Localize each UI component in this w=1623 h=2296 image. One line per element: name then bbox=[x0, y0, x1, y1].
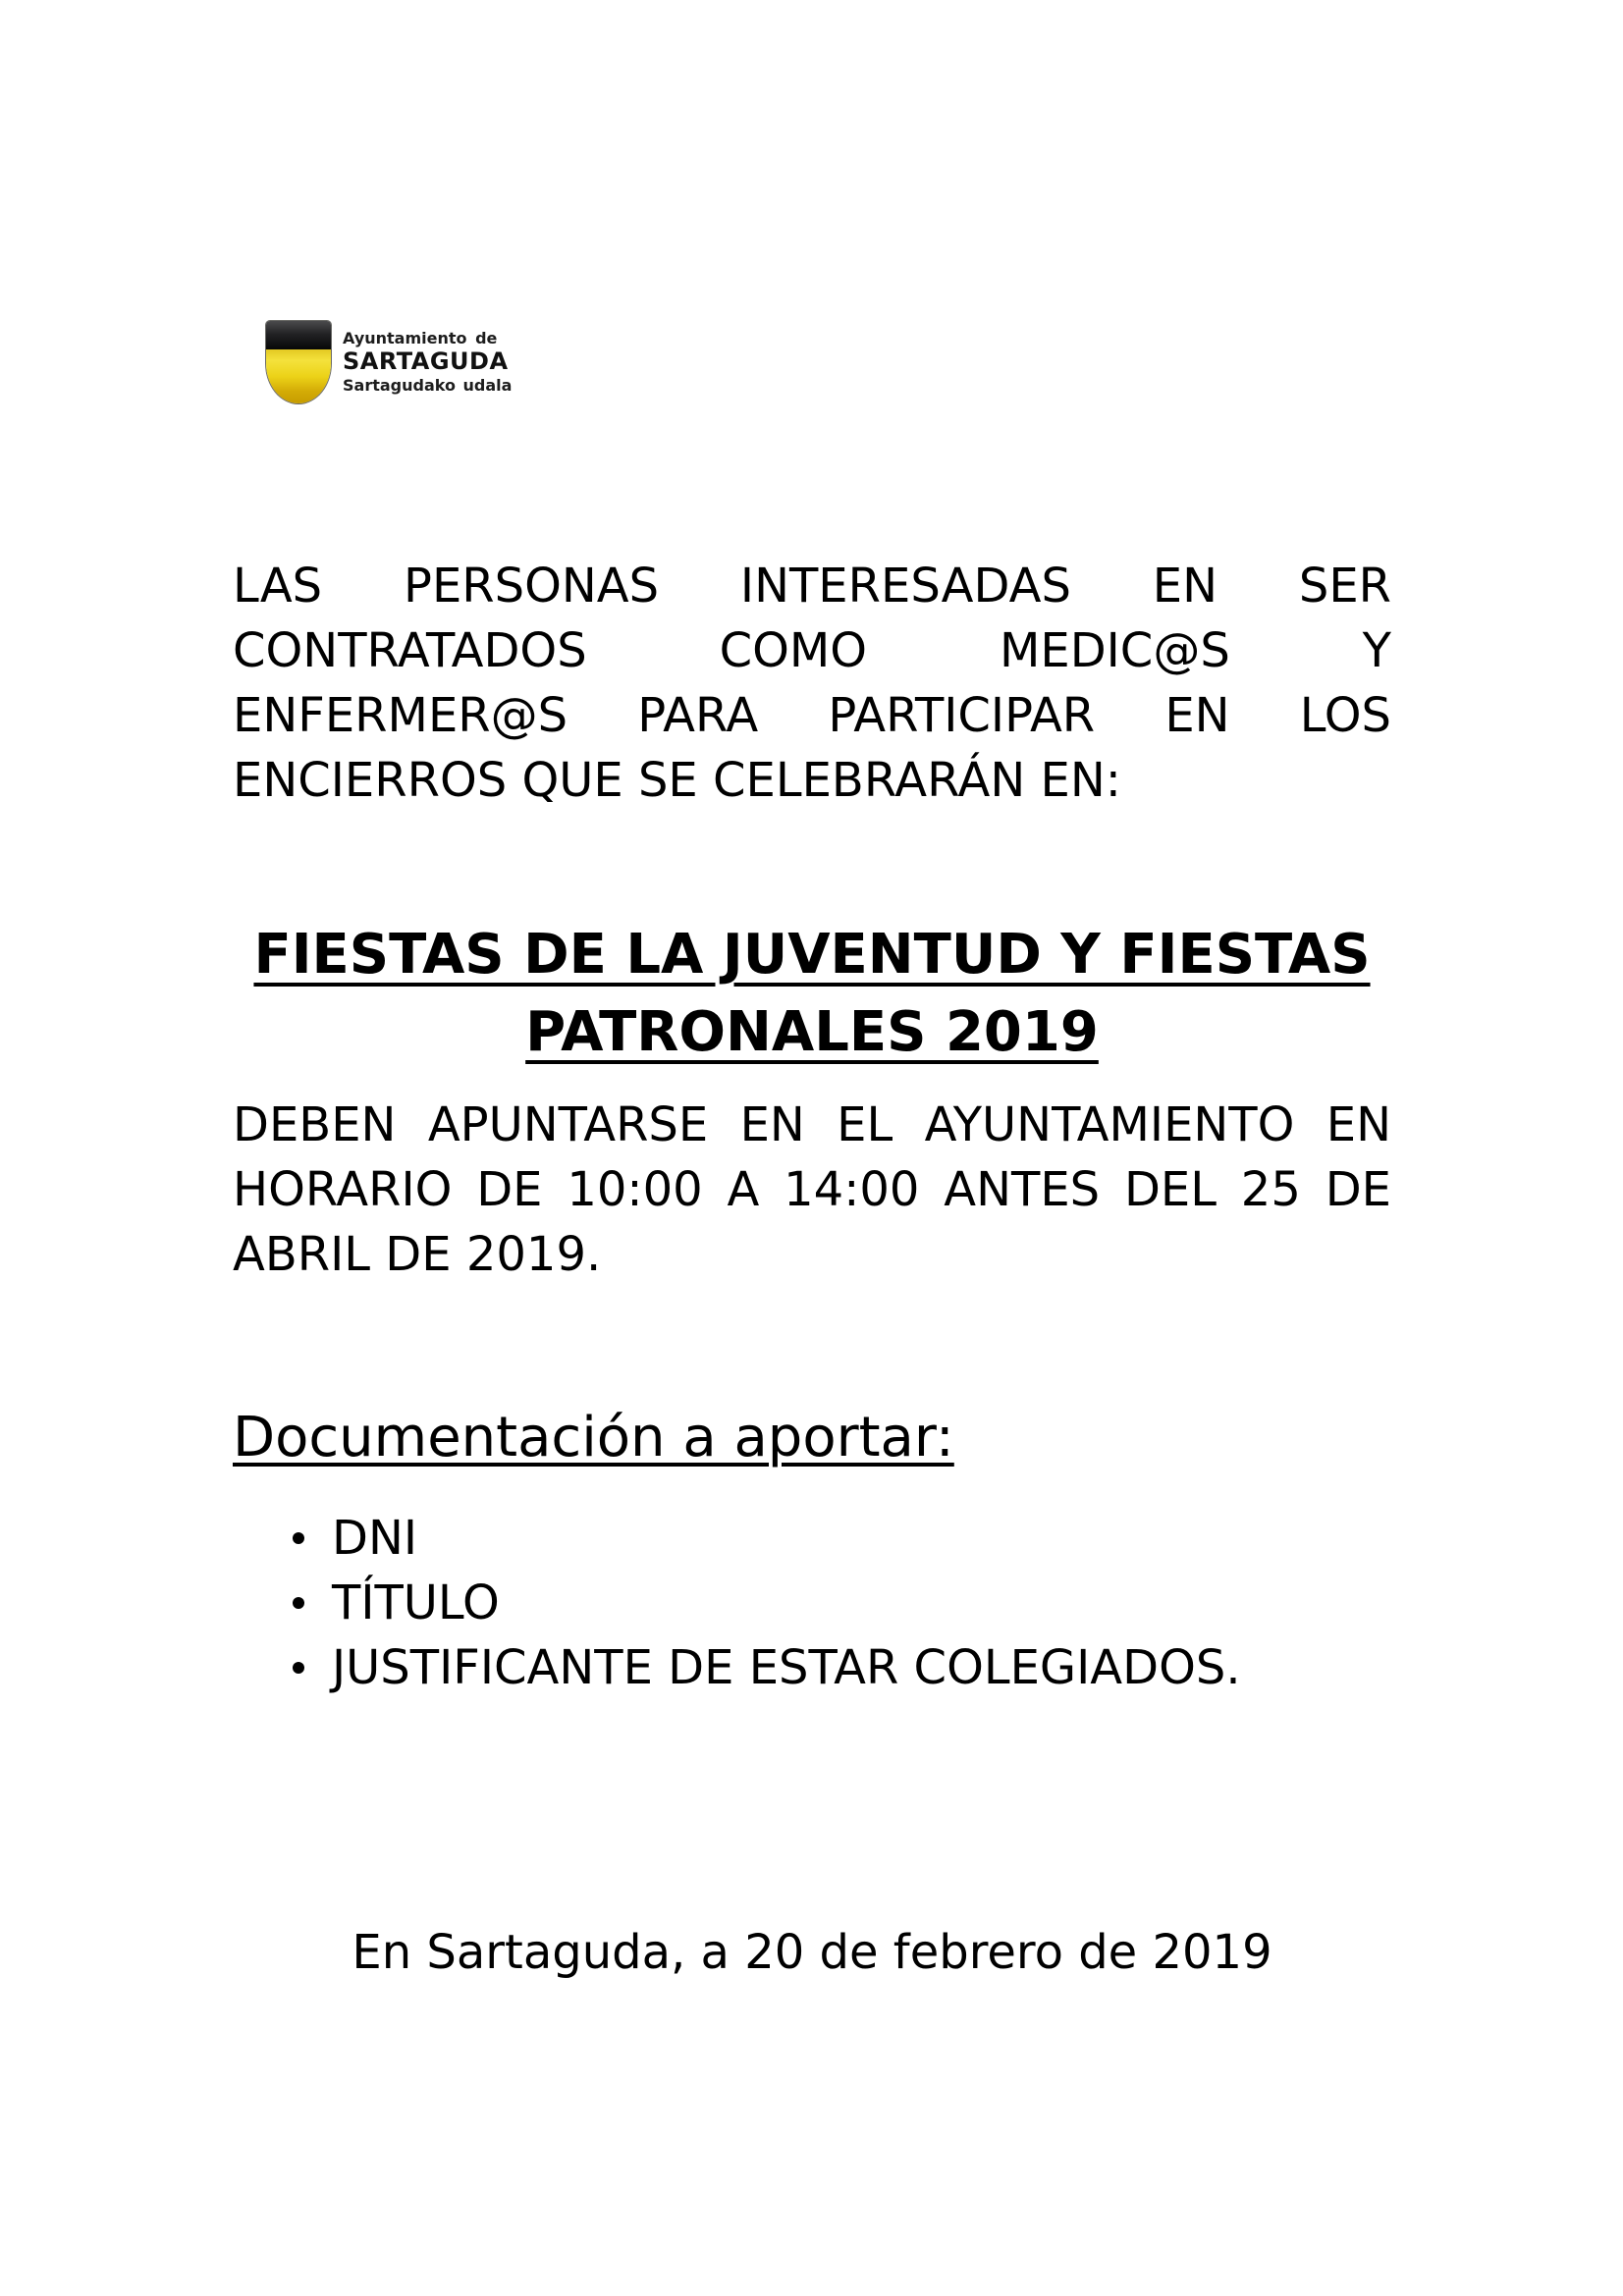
intro-line-1: LAS PERSONAS INTERESADAS EN SER bbox=[233, 559, 1391, 614]
bullet-icon bbox=[293, 1597, 304, 1609]
bullet-icon bbox=[293, 1662, 304, 1674]
list-item-label: TÍTULO bbox=[332, 1575, 500, 1630]
list-item bbox=[233, 1635, 1391, 1700]
heading-line-1: FIESTAS DE LA JUVENTUD Y FIESTAS bbox=[253, 923, 1371, 987]
logo-org-prefix: Ayuntamiento de bbox=[343, 329, 498, 347]
bullet-icon bbox=[293, 1532, 304, 1544]
list-item bbox=[233, 1571, 1391, 1635]
intro-line-4: ENCIERROS QUE SE CELEBRARÁN EN: bbox=[233, 753, 1121, 808]
intro-line-2: CONTRATADOS COMO MEDIC@S Y bbox=[233, 623, 1391, 678]
intro-paragraph bbox=[233, 554, 1391, 813]
event-heading bbox=[233, 916, 1391, 1071]
list-item-label: DNI bbox=[332, 1511, 418, 1566]
registration-line-1: DEBEN APUNTARSE EN EL AYUNTAMIENTO EN bbox=[233, 1097, 1391, 1152]
heading-line-2: PATRONALES 2019 bbox=[525, 1000, 1099, 1064]
registration-line-3: ABRIL DE 2019. bbox=[233, 1227, 602, 1282]
registration-line-2: HORARIO DE 10:00 A 14:00 ANTES DEL 25 DE bbox=[233, 1162, 1391, 1217]
list-item-label: JUSTIFICANTE DE ESTAR COLEGIADOS. bbox=[332, 1640, 1241, 1695]
logo-org-name: SARTAGUDA bbox=[343, 347, 509, 375]
closing-date-line: En Sartaguda, a 20 de febrero de 2019 bbox=[352, 1925, 1272, 1980]
logo-org-basque: Sartagudako udala bbox=[343, 376, 513, 395]
list-item bbox=[233, 1506, 1391, 1571]
content-column bbox=[233, 0, 1391, 1985]
documents-list bbox=[233, 1506, 1391, 1700]
registration-paragraph bbox=[233, 1093, 1391, 1287]
documents-header: Documentación a aportar: bbox=[233, 1406, 954, 1469]
intro-line-3: ENFERMER@S PARA PARTICIPAR EN LOS bbox=[233, 688, 1391, 743]
